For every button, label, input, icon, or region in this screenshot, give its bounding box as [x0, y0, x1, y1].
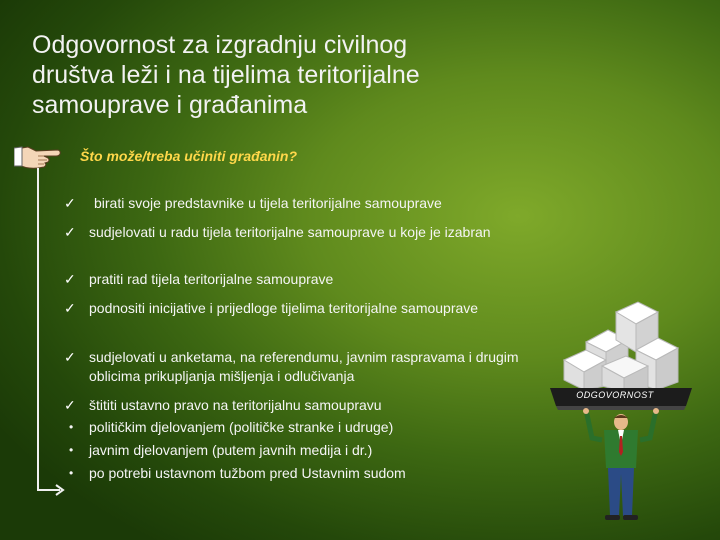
list-item: [64, 223, 539, 242]
person-carrying-boxes-illustration: [546, 290, 696, 530]
checkmark-icon: ✓: [64, 397, 76, 413]
list-item-text: političkim djelovanjem (političke stranke i udruge): [89, 419, 394, 435]
list-item-text: sudjelovati u radu tijela teritorijalne samouprave u koje je izabran: [89, 224, 491, 240]
slide-title: Odgovornost za izgradnju civilnog društva leži i na tijelima teritorijalne samouprave i građanima: [32, 31, 420, 119]
arrow-bracket-icon: [36, 168, 66, 498]
checkmark-icon: ✓: [64, 271, 76, 287]
list-item-text: pratiti rad tijela teritorijalne samouprave: [89, 271, 334, 287]
list-item-text: sudjelovati u anketama, na referendumu, javnim raspravama i drugim oblicima prikupljanja mišljenja i odlučivanja: [89, 349, 519, 384]
checkmark-icon: ✓: [64, 300, 76, 316]
checkmark-icon: ✓: [64, 195, 76, 211]
list-item-text: birati svoje predstavnike u tijela teritorijalne samouprave: [94, 195, 442, 211]
list-item-text: štititi ustavno pravo na teritorijalnu samoupravu: [89, 397, 382, 413]
slide-subtitle: Što može/treba učiniti građanin?: [80, 148, 298, 164]
pointing-hand-icon: [14, 139, 62, 171]
list-item: [64, 348, 539, 386]
list-item: [64, 194, 544, 213]
list-item: [64, 464, 539, 483]
list-item-text: po potrebi ustavnom tužbom pred Ustavnim sudom: [89, 465, 406, 481]
bullet-icon: •: [69, 420, 74, 434]
checkmark-icon: ✓: [64, 224, 76, 240]
bullet-icon: •: [69, 466, 74, 480]
bullet-icon: •: [69, 443, 74, 457]
list-item-text: javnim djelovanjem (putem javnih medija i dr.): [89, 442, 373, 458]
list-item: [64, 441, 539, 460]
checkmark-icon: ✓: [64, 349, 76, 365]
figure-label: ODGOVORNOST: [576, 390, 654, 400]
list-item: [64, 418, 539, 437]
list-item: [64, 396, 539, 415]
list-item: [64, 299, 539, 318]
list-item-text: podnositi inicijative i prijedloge tijelima teritorijalne samouprave: [89, 300, 479, 316]
list-item: [64, 270, 539, 289]
